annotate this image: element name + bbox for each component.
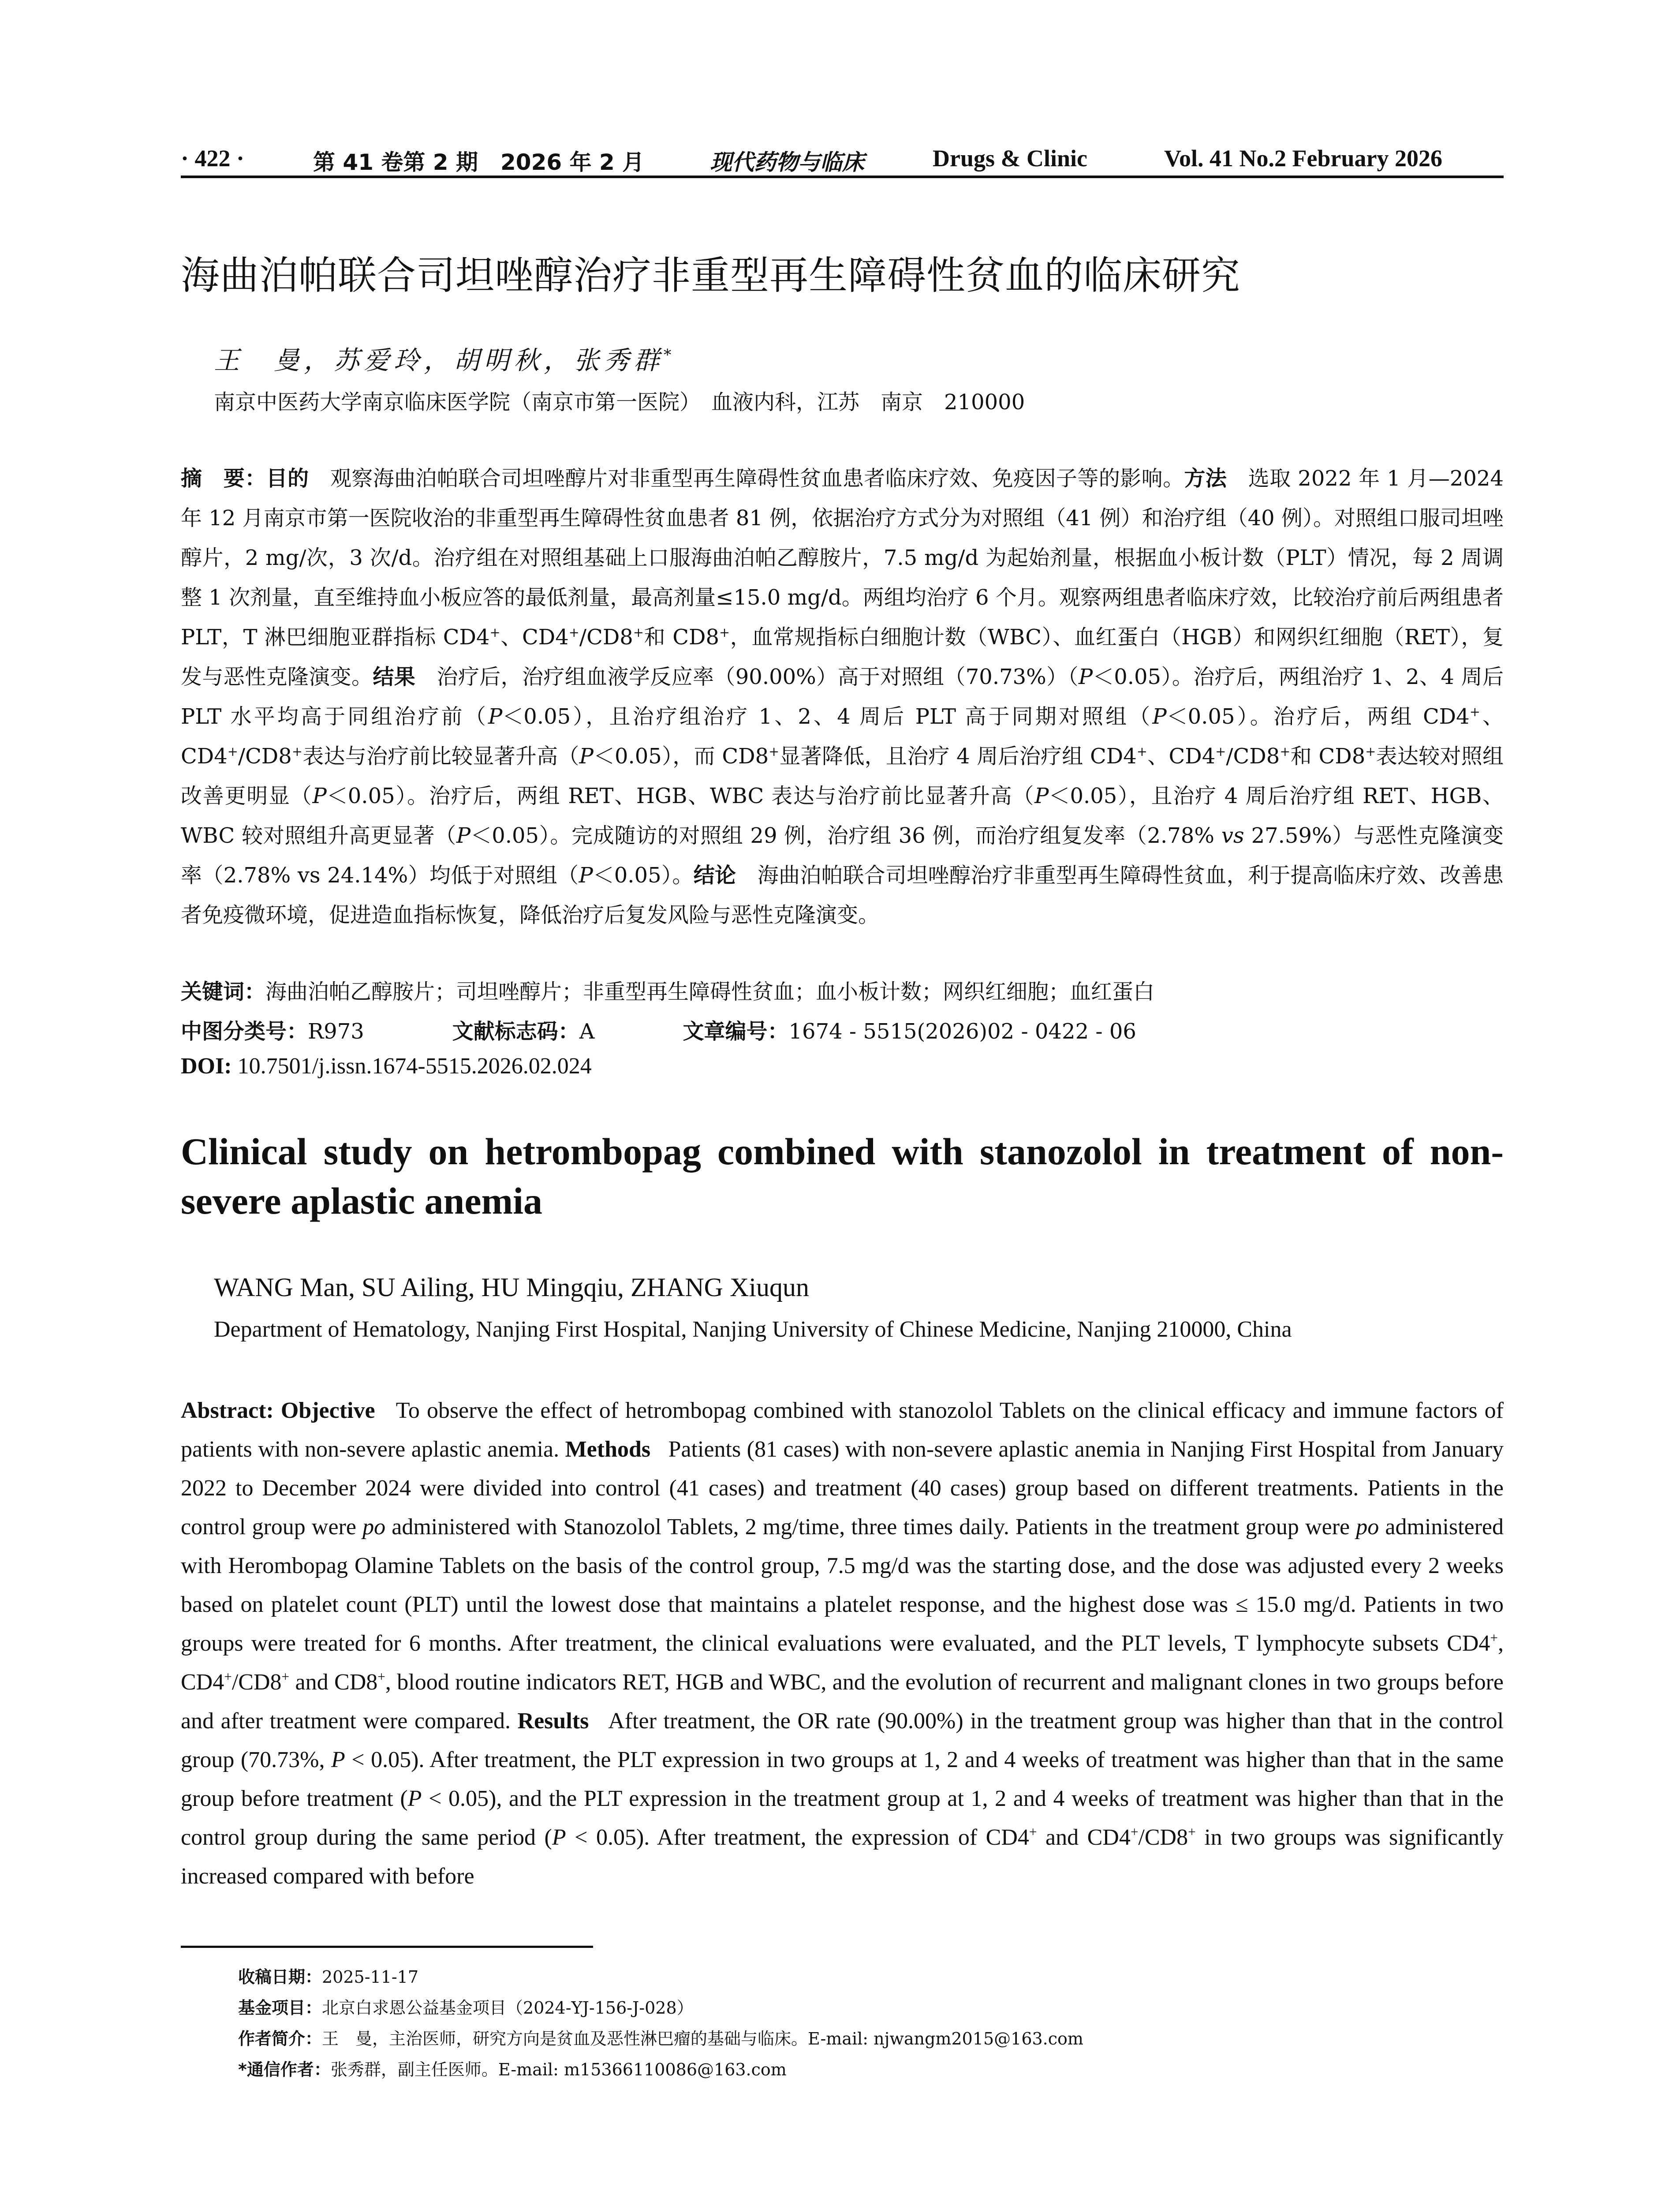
doi: DOI: 10.7501/j.issn.1674-5515.2026.02.024: [181, 1054, 592, 1079]
journal-en: Drugs & Clinic: [933, 145, 1087, 172]
cn-authors: 王 曼，苏爱玲，胡明秋，张秀群*: [214, 345, 676, 375]
page-number: · 422 ·: [181, 145, 245, 172]
journal-cn: 现代药物与临床: [710, 149, 864, 175]
en-title: Clinical study on hetrombopag combined with stanozolol in treatment of non-severe aplastic anemia: [181, 1130, 1504, 1222]
volume-cn: 第 41 卷第 2 期: [313, 149, 478, 175]
cn-classification: 中图分类号：R973 文献标志码：A 文章编号：1674 - 5515(2026)02 - 0422 - 06: [181, 1019, 1136, 1044]
footnote-author-bio: 作者简介：王 曼，主治医师，研究方向是贫血及恶性淋巴瘤的基础与临床。E-mail: njwangm2015@163.com: [238, 2029, 1083, 2048]
en-affiliation: Department of Hematology, Nanjing First Hospital, Nanjing University of Chinese Medicine, Nanjing 210000, China: [214, 1317, 1292, 1342]
date-cn: 2026 年 2 月: [500, 149, 645, 175]
footnote-fund: 基金项目：北京白求恩公益基金项目（2024-YJ-156-J-028）: [238, 1998, 694, 2018]
cn-abstract: 摘 要：目的 观察海曲泊帕联合司坦唑醇片对非重型再生障碍性贫血患者临床疗效、免疫因子等的影响。方法 选取 2022 年 1 月—2024 年 12 月南京市第一医院收治的非重型再生障碍性贫血患者 81 例，依据治疗方式分为对照组（41 例）和治疗组（40 例）。对照组口服司坦唑醇片，2 mg/次，3 次/d。治疗组在对照组基础上口服海曲泊帕乙醇胺片，7.5 mg/d 为起始剂量，根据血小板计数（PLT）情况，每 2 周调整 1 次剂量，直至维持血小板应答的最低剂量，最高剂量≤15.0 mg/d。两组均治疗 6 个月。观察两组患者临床疗效，比较治疗前后两组患者 PLT，T 淋巴细胞亚群指标 CD4+、CD4+/CD8+和 CD8+，血常规指标白细胞计数（WBC）、血红蛋白（HGB）和网织红细胞（RET），复发与恶性克隆演变。结果 治疗后，治疗组血液学反应率（90.00%）高于对照组（70.73%）（P＜0.05）。治疗后，两组治疗 1、2、4 周后 PLT 水平均高于同组治疗前（P＜0.05），且治疗组治疗 1、2、4 周后 PLT 高于同期对照组（P＜0.05）。治疗后，两组 CD4+、CD4+/CD8+表达与治疗前比较显著升高（P＜0.05），而 CD8+显著降低，且治疗 4 周后治疗组 CD4+、CD4+/CD8+和 CD8+表达较对照组改善更明显（P＜0.05）。治疗后，两组 RET、HGB、WBC 表达与治疗前比显著升高（P＜0.05），且治疗 4 周后治疗组 RET、HGB、WBC 较对照组升高更显著（P＜0.05）。完成随访的对照组 29 例，治疗组 36 例，而治疗组复发率（2.78% vs 27.59%）与恶性克隆演变率（2.78% vs 24.14%）均低于对照组（P＜0.05）。结论 海曲泊帕联合司坦唑醇治疗非重型再生障碍性贫血，利于提高临床疗效、改善患者免疫微环境，促进造血指标恢复，降低治疗后复发风险与恶性克隆演变。: [181, 466, 1504, 927]
cn-keywords: 关键词：海曲泊帕乙醇胺片；司坦唑醇片；非重型再生障碍性贫血；血小板计数；网织红细胞；血红蛋白: [181, 979, 1155, 1004]
header-rule: [181, 176, 1504, 178]
footnote-corresponding: *通信作者：张秀群，副主任医师。E-mail: m15366110086@163.com: [238, 2060, 787, 2079]
cn-title: 海曲泊帕联合司坦唑醇治疗非重型再生障碍性贫血的临床研究: [181, 253, 1241, 298]
footnote-received: 收稿日期：2025-11-17: [238, 1967, 419, 1987]
en-abstract: Abstract: Objective To observe the effect of hetrombopag combined with stanozolol Tablets on the clinical efficacy and immune factors of patients with non-severe aplastic anemia. Methods Patients (81 cases) with non-severe aplastic anemia in Nanjing First Hospital from January 2022 to December 2024 were divided into control (41 cases) and treatment (40 cases) group based on different treatments. Patients in the control group were po administered with Stanozolol Tablets, 2 mg/time, three times daily. Patients in the treatment group were po administered with Herombopag Olamine Tablets on the basis of the control group, 7.5 mg/d was the starting dose, and the dose was adjusted every 2 weeks based on platelet count (PLT) until the lowest dose that maintains a platelet response, and the highest dose was ≤ 15.0 mg/d. Patients in two groups were treated for 6 months. After treatment, the clinical evaluations were evaluated, and the PLT levels, T lymphocyte subsets CD4+, CD4+/CD8+ and CD8+, blood routine indicators RET, HGB and WBC, and the evolution of recurrent and malignant clones in two groups before and after treatment were compared. Results After treatment, the OR rate (90.00%) in the treatment group was higher than that in the control group (70.73%, P < 0.05). After treatment, the PLT expression in two groups at 1, 2 and 4 weeks of treatment was higher than that in the same group before treatment (P < 0.05), and the PLT expression in the treatment group at 1, 2 and 4 weeks of treatment was higher than that in the control group during the same period (P < 0.05). After treatment, the expression of CD4+ and CD4+/CD8+ in two groups was significantly increased compared with before: [181, 1398, 1504, 1889]
footnote-rule: [181, 1946, 593, 1948]
en-authors: WANG Man, SU Ailing, HU Mingqiu, ZHANG Xiuqun: [214, 1273, 809, 1302]
volume-en: Vol. 41 No.2 February 2026: [1164, 145, 1442, 172]
cn-affiliation: 南京中医药大学南京临床医学院（南京市第一医院） 血液内科，江苏 南京 210000: [214, 390, 1025, 415]
running-header: [181, 140, 1504, 176]
